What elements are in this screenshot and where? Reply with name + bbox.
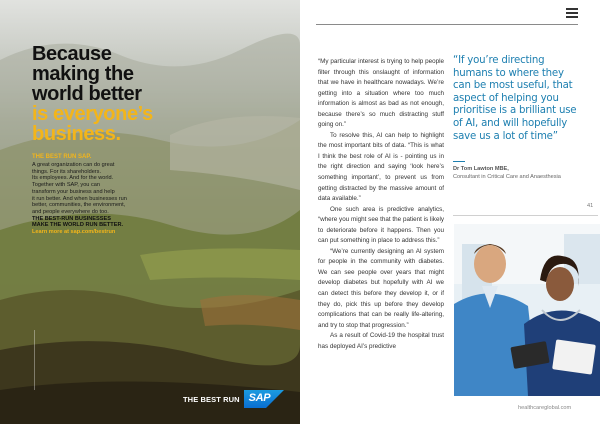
doctors-photo [454, 224, 600, 396]
header-rule [316, 24, 578, 25]
paragraph: One such area is predictive analytics, “where you might see that the patient is likely to deteriorate before it happens. Then you can put something in place to address this.” [318, 205, 444, 245]
ad-copy [32, 44, 282, 236]
page-number-rule [453, 215, 598, 216]
ad-link[interactable]: Learn more at sap.com/bestrun [32, 229, 116, 236]
ad-divider [34, 330, 35, 390]
ad-slogan: THE BEST-RUN BUSINESSES MAKE THE WORLD RUN BETTER. [32, 215, 124, 229]
ad-headline: Because making the world better is everyone’s business. [32, 43, 153, 145]
site-url[interactable]: healthcareglobal.com [518, 405, 572, 411]
article-column [318, 57, 444, 352]
paragraph: To resolve this, AI can help to highlight the most important bits of data. “This is what I think the best role of AI is - pointing us in the right direction and saying ‘look here’s something important’, to prevent us from getting distracted by the massive amount of data available.” [318, 131, 444, 203]
sap-logo: SAP [244, 390, 284, 408]
ad-body: A great organization can do great things. For its shareholders. Its employees. And for the world. Together with SAP, you can transform your business and help it run better. And when businesses run better, communities, the environment, and people everywhere do too. [32, 162, 127, 215]
pull-quote: “If you’re directing humans to where they can be most useful, that aspect of helping you prioritise is a brilliant use of AI, and will hopefully save us a lot of time” [453, 55, 577, 142]
paragraph: “My particular interest is trying to help people filter through this onslaught of information that we have in healthcare nowadays. We’re getting into a situation where too much information is almost as bad as not enough, because there’s so much distracting stuff going on.” [318, 58, 444, 129]
ad-tagline: THE BEST RUN [183, 394, 240, 404]
doctors-illustration [454, 224, 600, 396]
paragraph: “We’re currently designing an AI system for people in the community with diabetes. We can see people over years that might develop diabetes but hopefully with AI we can detect this before they develop it, or if they do, pick this up before they develop complications that can be really life-altering, and try to stop that progression.” [318, 247, 444, 329]
hamburger-menu-icon[interactable] [566, 8, 578, 18]
quote-rule [453, 161, 465, 162]
ad-footer [183, 390, 284, 408]
article-page [300, 0, 600, 424]
page-number: 41 [587, 203, 594, 209]
quote-attribution-role: Consultant in Critical Care and Anaesthesia [453, 174, 561, 180]
paragraph: As a result of Covid-19 the hospital trust has deployed AI’s predictive [318, 332, 444, 350]
quote-attribution-name: Dr Tom Lawton MBE, [453, 166, 509, 172]
ad-kicker: THE BEST RUN SAP. [32, 154, 92, 160]
